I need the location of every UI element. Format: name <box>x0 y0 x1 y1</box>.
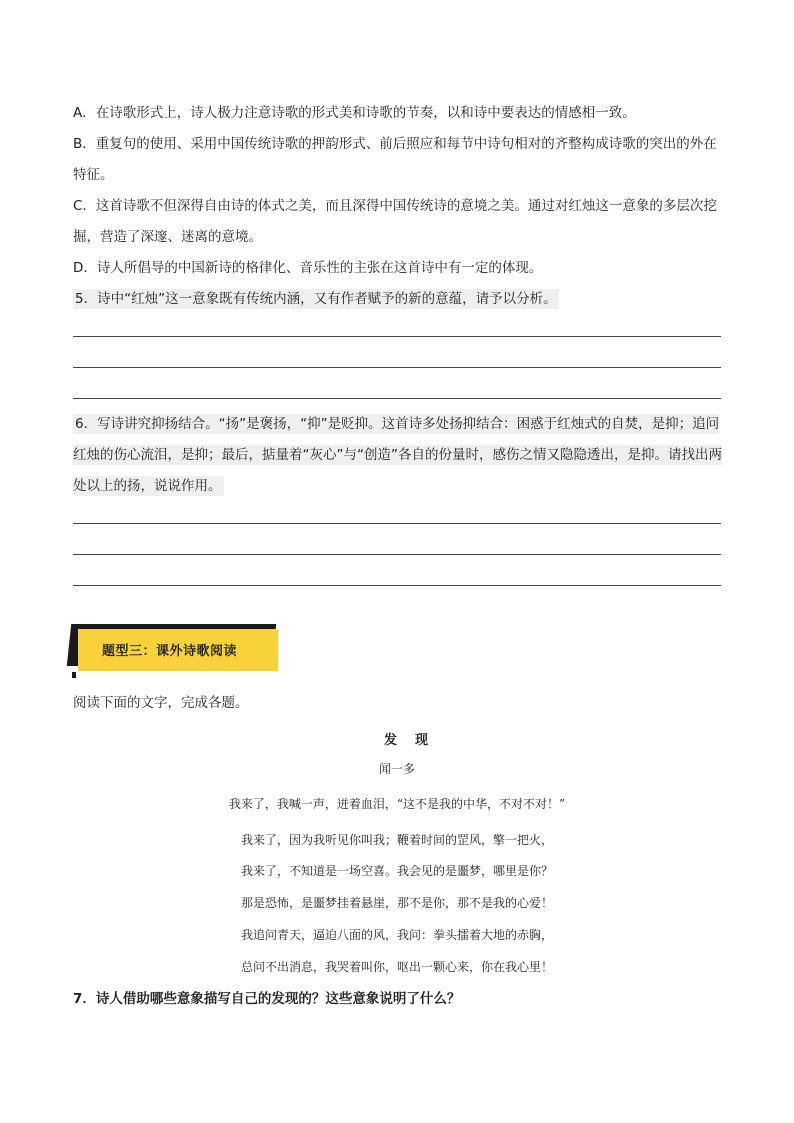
section-title: 题型三：课外诗歌阅读 <box>102 644 238 659</box>
banner-foot-mark <box>72 672 76 678</box>
poem-line: 我来了，因为我听见你叫我；鞭着时间的罡风，擎一把火， <box>240 833 553 847</box>
answer-line[interactable] <box>73 398 721 399</box>
answer-line[interactable] <box>73 554 721 555</box>
answer-line[interactable] <box>73 585 721 586</box>
poem-line: 总问不出消息，我哭着叫你，呕出一颗心来，你在我心里！ <box>240 960 553 974</box>
poem-author: 闻一多 <box>378 762 415 776</box>
answer-line[interactable] <box>73 523 721 524</box>
option-d: D．诗人所倡导的中国新诗的格律化、音乐性的主张在这首诗中有一定的体现。 <box>73 260 543 276</box>
poem-title: 发现 <box>383 733 446 748</box>
question-6-text: 6．写诗讲究抑扬结合。“扬”是褒扬，“抑”是贬抑。这首诗多处扬抑结合：困惑于红烛式的自焚，是抑；追问红烛的伤心流泪，是抑；最后，掂量着“灰心”与“创造”各自的份量时，感伤之情又隐隐透出，是抑。请找出两处以上的扬，说说作用。 <box>73 416 722 494</box>
poem-line: 那是恐怖，是噩梦挂着悬崖，那不是你，那不是我的心爱！ <box>240 896 553 910</box>
question-6 <box>73 409 723 502</box>
question-5-text: 5．诗中“红烛”这一意象既有传统内涵，又有作者赋予的新的意蕴，请予以分析。 <box>75 291 557 307</box>
option-a: A．在诗歌形式上，诗人极力注意诗歌的形式美和诗歌的节奏，以和诗中要表达的情感相一致。 <box>73 105 636 121</box>
question-7: 7．诗人借助哪些意象描写自己的发现的？这些意象说明了什么？ <box>73 991 461 1007</box>
poem-line: 我追问青天，逼迫八面的风，我问：拳头擂着大地的赤胸， <box>240 928 553 942</box>
answer-line[interactable] <box>73 336 721 337</box>
answer-line[interactable] <box>73 367 721 368</box>
option-c: C．这首诗歌不但深得自由诗的体式之美，而且深得中国传统诗的意境之美。通过对红烛这一意象的多层次挖掘，营造了深邃、迷离的意境。 <box>73 198 717 245</box>
option-b: B．重复句的使用、采用中国传统诗歌的押韵形式、前后照应和每节中诗句相对的齐整构成诗歌的突出的外在特征。 <box>73 136 717 183</box>
poem-line: 我来了，我喊一声，迸着血泪，“这不是我的中华，不对不对！” <box>228 797 566 811</box>
section-banner <box>66 624 280 676</box>
question-5 <box>73 284 723 315</box>
instruction: 阅读下面的文字，完成各题。 <box>73 695 249 711</box>
poem-line: 我来了，不知道是一场空喜。我会见的是噩梦，哪里是你？ <box>240 864 553 878</box>
